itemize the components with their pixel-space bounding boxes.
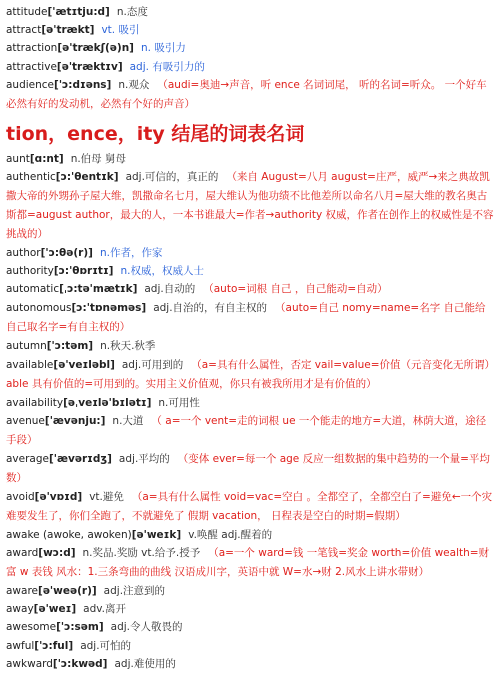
entry-word: availability	[6, 396, 64, 409]
entry-phonetic: [ə'trækʃ(ə)n]	[57, 42, 134, 55]
entry-phonetic: [wɔ:d]	[38, 547, 76, 560]
entry-word: authority	[6, 265, 54, 278]
vocab-entry	[6, 618, 496, 636]
entry-word: attract	[6, 24, 42, 37]
entry-definition: adj.可信的，真正的	[125, 171, 219, 184]
entry-phonetic: [ɑ:nt]	[29, 152, 64, 165]
vocab-entry	[6, 450, 496, 488]
entry-word: attraction	[6, 42, 58, 55]
entry-definition: adv.离开	[83, 603, 126, 616]
vocab-entry	[6, 655, 496, 673]
vocab-entry	[6, 168, 496, 244]
entry-definition: n.奖品.奖励 vt.给予.授予	[82, 547, 201, 560]
entry-definition: adj.自治的，有自主权的	[153, 302, 268, 315]
entry-mnemonic-note: （a=具有什么属性，否定 vail=value=价值（元音变化无所谓） able 具有价值的=可用到的。实用主义价值观，你只有被我所用才是有价值的）	[6, 358, 496, 390]
vocab-entry	[6, 39, 496, 57]
entry-word: authentic	[6, 171, 56, 184]
vocab-entry	[6, 262, 496, 280]
vocab-entry	[6, 58, 496, 76]
entry-word: awkward	[6, 657, 53, 670]
vocab-entry	[6, 76, 496, 114]
entry-definition: n.秋天.秋季	[100, 340, 156, 353]
vocab-list-bottom	[6, 150, 496, 673]
entry-word: award	[6, 547, 39, 560]
entry-word: away	[6, 603, 34, 616]
entry-word: autonomous	[6, 302, 72, 315]
entry-phonetic: [ə'vɒɪd]	[34, 490, 83, 503]
entry-definition: n.大道	[112, 414, 144, 427]
entry-definition: n.观众	[118, 78, 150, 91]
entry-mnemonic-note: （a=具有什么属性 void=vac=空白 。全都空了，全都空白了=避免←一个灾难要发生了，你们全跑了，不就避免了 假期 vacation， 日程表是空白的时期=假期）	[6, 490, 493, 522]
entry-definition: vt.避免	[89, 490, 124, 503]
entry-word: avoid	[6, 490, 35, 503]
entry-phonetic: [əˌveɪlə'bɪlətɪ]	[63, 396, 152, 409]
entry-mnemonic-note: （audi=奥迪→声音，听 ence 名词词尾， 听的名词=听众。 一个好车必然有好的发动机，必然有个好的声音）	[6, 78, 487, 110]
entry-word: avenue	[6, 414, 45, 427]
entry-definition: n.可用性	[158, 396, 200, 409]
vocab-entry	[6, 394, 496, 412]
vocab-entry	[6, 356, 496, 394]
vocab-entry	[6, 582, 496, 600]
entry-word: autumn	[6, 340, 47, 353]
entry-mnemonic-note: （auto=词根 自己 ，自己能动=自动）	[203, 283, 388, 296]
entry-definition: n.权威，权威人士	[120, 265, 204, 278]
entry-definition: adj.难使用的	[114, 657, 176, 670]
entry-word: automatic	[6, 283, 60, 296]
vocab-list-top	[6, 3, 496, 114]
vocab-entry	[6, 600, 496, 618]
entry-definition: n. 吸引力	[140, 42, 186, 55]
entry-word: aware	[6, 585, 39, 598]
vocab-entry	[6, 526, 496, 544]
vocab-entry	[6, 244, 496, 262]
entry-definition: n.作者，作家	[99, 247, 163, 260]
entry-definition: v.唤醒 adj.醒着的	[188, 528, 273, 541]
entry-phonetic: ['ɔ:təm]	[46, 340, 94, 353]
entry-mnemonic-note: （ a=一个 vent=走的词根 ue 一个能走的地方=大道，林荫大道，途径手段）	[6, 414, 487, 446]
entry-phonetic: [ɔ:'tɒnəməs]	[71, 302, 147, 315]
entry-phonetic: [ə'træktɪv]	[56, 60, 123, 73]
entry-definition: adj.可怕的	[80, 639, 132, 652]
entry-word: awesome	[6, 621, 57, 634]
entry-word: author	[6, 247, 41, 260]
entry-phonetic: [ə'weɪ]	[33, 603, 77, 616]
entry-definition: adj.平均的	[118, 452, 170, 465]
section-heading: tion，ence，ity 结尾的词表名词	[6, 122, 305, 145]
vocab-entry	[6, 488, 496, 526]
entry-definition: n.伯母 舅母	[70, 152, 127, 165]
vocab-entry	[6, 21, 496, 39]
entry-phonetic: ['ɔ:θə(r)]	[40, 247, 93, 260]
entry-definition: adj.可用到的	[121, 358, 184, 371]
entry-definition: adj.自动的	[144, 283, 196, 296]
entry-definition: adj.注意到的	[103, 585, 166, 598]
entry-phonetic: [ə'weə(r)]	[38, 585, 97, 598]
entry-mnemonic-note: （变体 ever=每一个 age 反应一组数据的集中趋势的一个量=平均数）	[6, 452, 490, 484]
entry-word: awful	[6, 639, 35, 652]
entry-word: attitude	[6, 6, 48, 18]
entry-phonetic: ['ævənju:]	[44, 414, 106, 427]
vocab-entry	[6, 299, 496, 337]
entry-phonetic: [ɔ:'θɒrɪtɪ]	[53, 265, 114, 278]
entry-word: audience	[6, 78, 55, 91]
entry-phonetic: ['ɔ:kwəd]	[52, 657, 108, 670]
entry-word: attractive	[6, 60, 57, 73]
entry-definition: adj. 有吸引力的	[129, 60, 205, 73]
entry-mnemonic-note: （a=一个 ward=钱 一笔钱=奖金 worth=价值 wealth=财富 w 表钱 风水：1.三条弯曲的曲线 汉语成川字，英语中就 W=水→财 2.风水上讲水带财）	[6, 547, 490, 579]
vocab-entry	[6, 3, 496, 21]
entry-phonetic: ['ævərɪdʒ]	[48, 452, 112, 465]
entry-phonetic: ['ɔ:dɪəns]	[54, 78, 112, 91]
vocab-entry	[6, 280, 496, 299]
entry-phonetic: [ˌɔ:tə'mætɪk]	[59, 283, 138, 296]
entry-word: available	[6, 358, 54, 371]
vocab-entry	[6, 150, 496, 168]
entry-word: average	[6, 452, 49, 465]
entry-phonetic: ['ɔ:səm]	[56, 621, 104, 634]
entry-mnemonic-note: （来自 August=八月 august=庄严，威严→来之典故凯撒大帝的外甥孙子屋大维，凯撒命名七月，屋大维认为他功绩不比他差所以命名八月=屋大维的教名奥古斯都=august author，最大的人，一本书谁最大=作者→authority 权威，作者在创作上的权威性是不容挑战的）	[6, 171, 494, 241]
vocab-entry	[6, 544, 496, 582]
entry-phonetic: [ɔ:'θentɪk]	[55, 171, 119, 184]
vocab-entry	[6, 412, 496, 450]
entry-phonetic: [ə'trækt]	[41, 24, 95, 37]
vocab-entry	[6, 337, 496, 355]
entry-phonetic: ['ɔ:ful]	[34, 639, 74, 652]
entry-word: awake (awoke, awoken)	[6, 528, 132, 541]
entry-phonetic: ['ætɪtju:d]	[47, 6, 110, 18]
entry-phonetic: [ə'weɪk]	[131, 528, 182, 541]
entry-word: aunt	[6, 152, 30, 165]
entry-definition: vt. 吸引	[101, 24, 140, 37]
entry-mnemonic-note: （auto=自己 nomy=name=名字 自己能给自己取名字=有自主权的）	[6, 302, 486, 334]
entry-definition: n.态度	[116, 6, 148, 18]
entry-phonetic: [ə'veɪləbl]	[53, 358, 115, 371]
vocab-entry	[6, 637, 496, 655]
entry-definition: adj.令人敬畏的	[110, 621, 183, 634]
